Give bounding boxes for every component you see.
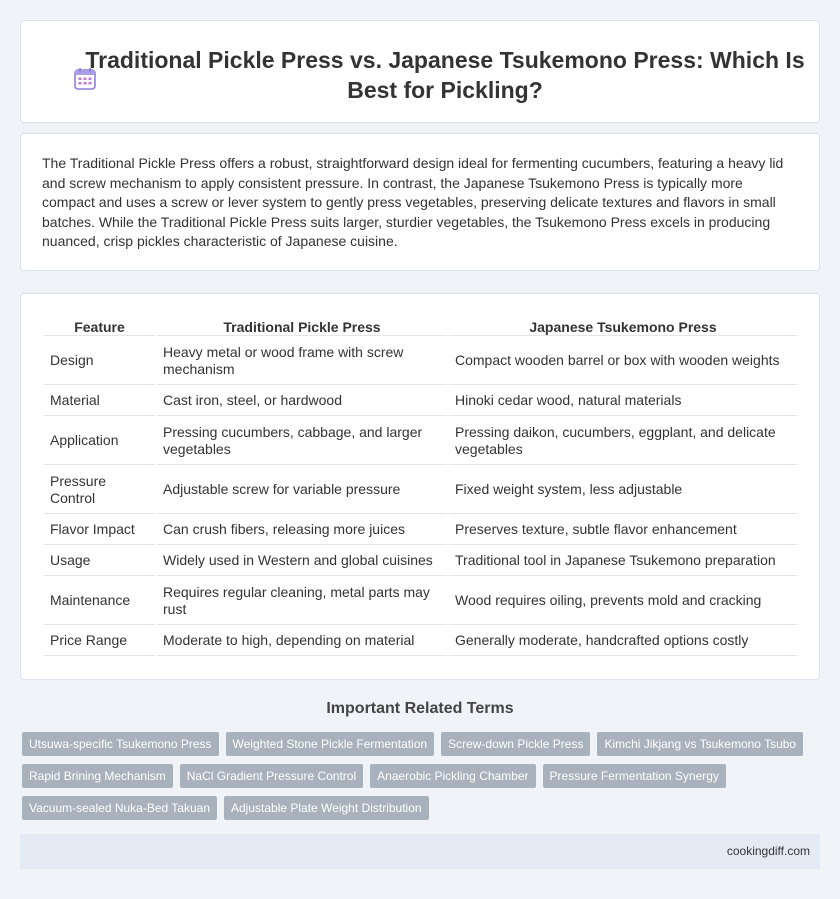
table-row [44,338,797,385]
row-traditional: Pressing cucumbers, cabbage, and larger vegetables [157,418,447,465]
related-term-tag[interactable]: Rapid Brining Mechanism [22,764,173,788]
header-tsukemono: Japanese Tsukemono Press [449,316,797,336]
row-tsukemono: Traditional tool in Japanese Tsukemono preparation [449,547,797,576]
row-traditional: Widely used in Western and global cuisines [157,547,447,576]
row-feature: Pressure Control [44,467,155,514]
table-row [44,387,797,416]
row-tsukemono: Preserves texture, subtle flavor enhancement [449,516,797,545]
row-tsukemono: Compact wooden barrel or box with wooden weights [449,338,797,385]
related-term-tag[interactable]: NaCl Gradient Pressure Control [180,764,363,788]
comparison-card [20,293,820,680]
row-traditional: Can crush fibers, releasing more juices [157,516,447,545]
intro-card [20,133,820,271]
related-term-tag[interactable]: Adjustable Plate Weight Distribution [224,796,429,820]
row-traditional: Requires regular cleaning, metal parts may rust [157,578,447,625]
table-row [44,627,797,656]
related-term-tag[interactable]: Pressure Fermentation Synergy [543,764,726,788]
row-feature: Maintenance [44,578,155,625]
site-name[interactable]: cookingdiff.com [726,844,810,858]
row-feature: Usage [44,547,155,576]
row-feature: Design [44,338,155,385]
related-terms-title: Important Related Terms [326,700,514,717]
row-feature: Application [44,418,155,465]
table-row [44,467,797,514]
related-terms-list [22,732,818,820]
row-tsukemono: Pressing daikon, cucumbers, eggplant, and delicate vegetables [449,418,797,465]
related-term-tag[interactable]: Kimchi Jikjang vs Tsukemono Tsubo [597,732,803,756]
table-row [44,578,797,625]
header-traditional: Traditional Pickle Press [157,316,447,336]
table-header-row [44,316,797,336]
row-tsukemono: Hinoki cedar wood, natural materials [449,387,797,416]
row-tsukemono: Wood requires oiling, prevents mold and cracking [449,578,797,625]
row-tsukemono: Fixed weight system, less adjustable [449,467,797,514]
header-feature: Feature [44,316,155,336]
related-term-tag[interactable]: Utsuwa-specific Tsukemono Press [22,732,219,756]
row-tsukemono: Generally moderate, handcrafted options costly [449,627,797,656]
row-traditional: Adjustable screw for variable pressure [157,467,447,514]
related-term-tag[interactable]: Weighted Stone Pickle Fermentation [226,732,435,756]
intro-paragraph: The Traditional Pickle Press offers a robust, straightforward design ideal for fermenting cucumbers, featuring a heavy lid and screw mechanism to apply consistent pressure. In contrast, the Japanese Tsukemono Press is typically more compact and uses a screw or lever system to gently press vegetables, preserving delicate textures and flavors in small batches. While the Traditional Pickle Press suits larger, sturdier vegetables, the Tsukemono Press excels in producing nuanced, crisp pickles characteristic of Japanese cuisine. [42,155,784,249]
row-traditional: Cast iron, steel, or hardwood [157,387,447,416]
table-row [44,547,797,576]
title-card [20,20,820,123]
table-row [44,418,797,465]
footer [20,834,820,869]
row-traditional: Heavy metal or wood frame with screw mechanism [157,338,447,385]
related-term-tag[interactable]: Vacuum-sealed Nuka-Bed Takuan [22,796,217,820]
related-term-tag[interactable]: Screw-down Pickle Press [441,732,590,756]
row-feature: Price Range [44,627,155,656]
comparison-table [42,314,799,658]
row-feature: Flavor Impact [44,516,155,545]
table-row [44,516,797,545]
row-traditional: Moderate to high, depending on material [157,627,447,656]
related-term-tag[interactable]: Anaerobic Pickling Chamber [370,764,535,788]
row-feature: Material [44,387,155,416]
page-title: Traditional Pickle Press vs. Japanese Tsukemono Press: Which Is Best for Pickling? [85,47,805,103]
